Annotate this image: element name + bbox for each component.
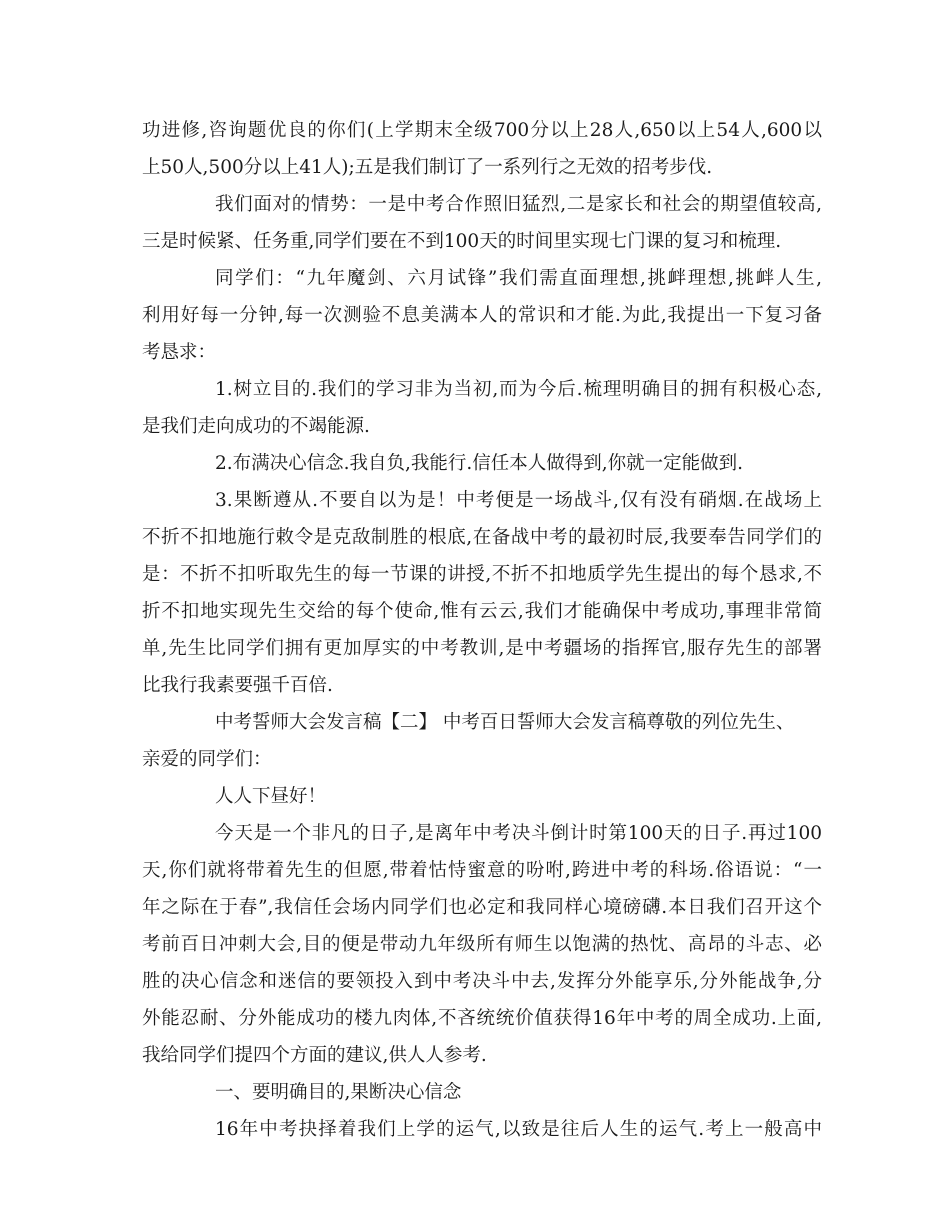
text-line: 同学们：“九年魔剑、六月试锋”我们需直面理想,挑衅理想,挑衅人生, <box>215 268 822 289</box>
text-line: 不折不扣地施行敕令是克敌制胜的根底,在备战中考的最初时辰,我要奉告同学们的 <box>142 527 822 548</box>
text-line: 三是时候紧、任务重,同学们要在不到100天的时间里实现七门课的复习和梳理. <box>142 231 782 252</box>
greeting-line: 人人下昼好！ <box>215 786 327 807</box>
text-line: 1.树立目的.我们的学习非为当初,而为今后.梳理明确目的拥有积极心态, <box>215 379 822 400</box>
text-line: 年之际在于春”,我信任会场内同学们也必定和我同样心境磅礴.本日我们召开这个 <box>142 897 822 918</box>
text-line: 我给同学们提四个方面的建议,供人人参考. <box>142 1045 487 1066</box>
subheading-line: 一、要明确目的,果断决心信念 <box>215 1082 462 1103</box>
text-line: 今天是一个非凡的日子,是离年中考决斗倒计时第100天的日子.再过100 <box>215 823 822 844</box>
text-line: 我们面对的情势：一是中考合作照旧猛烈,二是家长和社会的期望值较高, <box>215 194 822 215</box>
text-line: 亲爱的同学们： <box>142 749 272 770</box>
text-line: 天,你们就将带着先生的但愿,带着怙恃蜜意的吩咐,跨进中考的科场.俗语说：“一 <box>142 860 822 881</box>
text-line: 2.布满决心信念.我自负,我能行.信任本人做得到,你就一定能做到. <box>215 453 744 474</box>
text-line: 单,先生比同学们拥有更加厚实的中考教训,是中考疆场的指挥官,服存先生的部署 <box>142 638 822 659</box>
text-line: 利用好每一分钟,每一次测验不息美满本人的常识和才能.为此,我提出一下复习备 <box>142 305 822 326</box>
text-line: 考前百日冲刺大会,目的便是带动九年级所有师生以饱满的热忱、高昂的斗志、必 <box>142 934 822 955</box>
text-line: 是：不折不扣听取先生的每一节课的讲授,不折不扣地质学先生提出的每个恳求,不 <box>142 564 822 585</box>
text-line: 上50人,500分以上41人);五是我们制订了一系列行之无效的招考步伐. <box>142 157 713 178</box>
text-line: 16年中考抉择着我们上学的运气,以致是往后人生的运气.考上一般高中 <box>215 1119 822 1140</box>
text-line: 外能忍耐、分外能成功的楼九肉体,不吝统统价值获得16年中考的周全成功.上面, <box>142 1008 822 1029</box>
text-line: 比我行我素要强千百倍. <box>142 675 333 696</box>
text-line: 是我们走向成功的不竭能源. <box>142 416 370 437</box>
text-line: 考恳求： <box>142 342 217 363</box>
text-line: 折不扣地实现先生交给的每个使命,惟有云云,我们才能确保中考成功,事理非常简 <box>142 601 822 622</box>
text-line: 3.果断遵从.不要自以为是！中考便是一场战斗,仅有没有硝烟.在战场上 <box>215 490 822 511</box>
text-line: 胜的决心信念和迷信的要领投入到中考决斗中去,发挥分外能享乐,分外能战争,分 <box>142 971 822 992</box>
section-heading-line: 中考誓师大会发言稿【二】 中考百日誓师大会发言稿尊敬的列位先生、 <box>215 712 795 733</box>
text-line: 功进修,咨询题优良的你们(上学期末全级700分以上28人,650以上54人,600以 <box>142 120 822 141</box>
